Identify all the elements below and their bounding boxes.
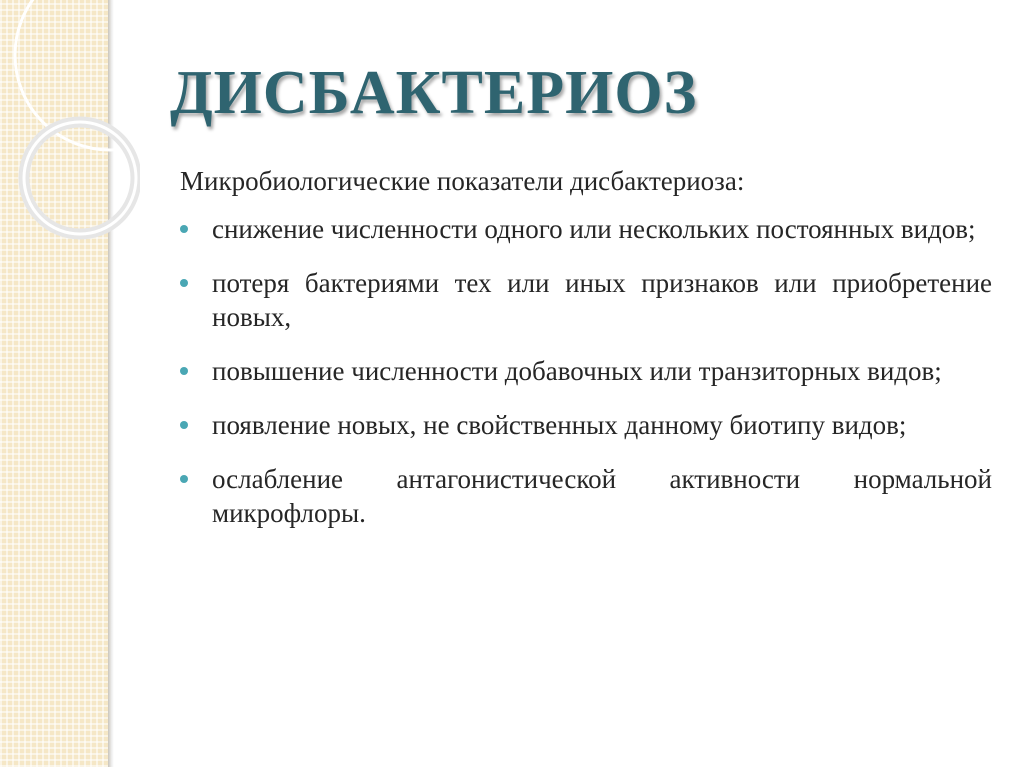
list-item-text: потеря бактериями тех или иных признаков или приобретение новых,: [212, 268, 992, 332]
list-item: [180, 354, 992, 388]
bullet-list: [180, 212, 992, 550]
bullet-dot-icon: [180, 279, 188, 287]
bullet-dot-icon: [180, 475, 188, 483]
list-item-text: появление новых, не свойственных данному биотипу видов;: [212, 410, 907, 440]
list-item: [180, 408, 992, 442]
bullet-dot-icon: [180, 225, 188, 233]
decorative-circles: [0, 0, 140, 300]
list-item-text: повышение численности добавочных или транзиторных видов;: [212, 356, 942, 386]
list-item-text: снижение численности одного или нескольких постоянных видов;: [212, 214, 976, 244]
slide-title: ДИСБАКТЕРИОЗ: [170, 59, 698, 127]
intro-text: Микробиологические показатели дисбактериоза:: [180, 166, 745, 196]
list-item: [180, 266, 992, 334]
bullet-dot-icon: [180, 367, 188, 375]
list-item: [180, 462, 992, 530]
list-item-text: ослабление антагонистической активности нормальной микрофлоры.: [212, 464, 992, 528]
bullet-dot-icon: [180, 421, 188, 429]
list-item: [180, 212, 992, 246]
